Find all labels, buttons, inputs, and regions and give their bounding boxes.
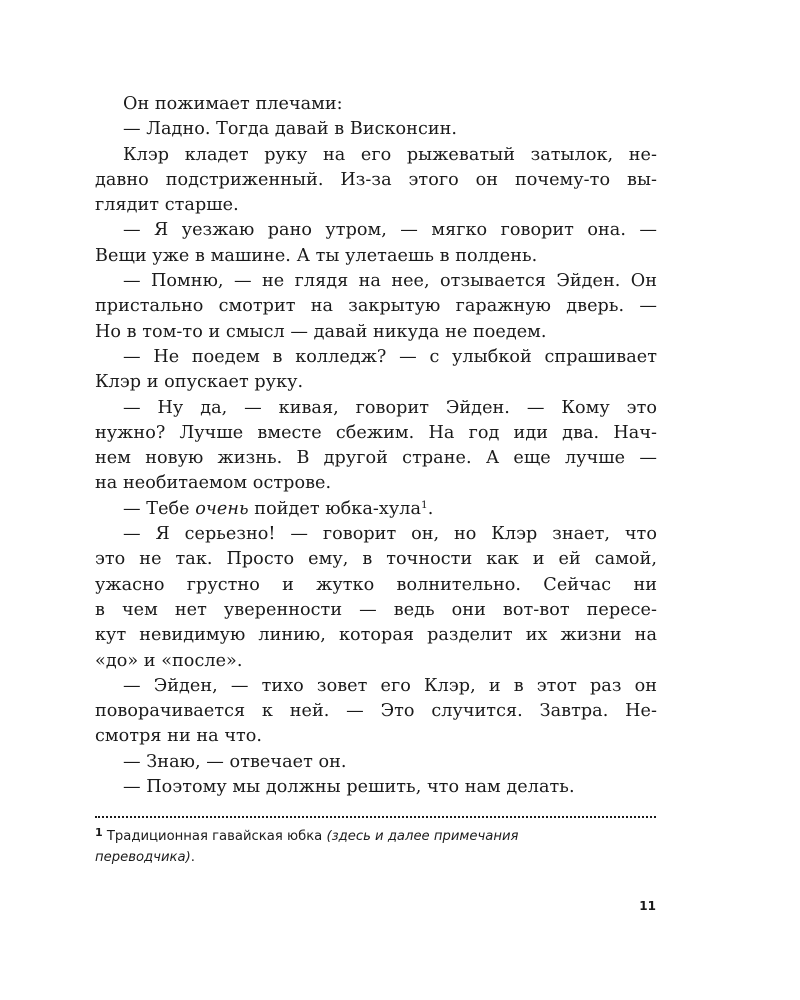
footnote-italic-text: (здесь и далее примечания [326, 829, 519, 844]
text-line: — Не поедем в колледж? — с улыбкой спрашивает [123, 346, 657, 367]
text-line: — Я уезжаю рано утром, — мягко говорит она. — [123, 220, 657, 241]
text-line: Клэр кладет руку на его рыжеватый затылок, не- [123, 144, 657, 165]
body-text [95, 92, 657, 800]
footnote-mark: 1 [95, 826, 103, 839]
text-line: — Ну да, — кивая, говорит Эйден. — Кому это [123, 397, 657, 418]
text-line: кут невидимую линию, которая разделит их жизни на [95, 625, 657, 646]
text-segment: — Тебе [123, 498, 196, 519]
footnote-line-1 [95, 826, 657, 847]
text-line: — Я серьезно! — говорит он, но Клэр знает, что [123, 524, 657, 545]
text-line: в чем нет уверенности — ведь они вот-вот пересе- [95, 599, 657, 620]
text-line: Клэр и опускает руку. [95, 372, 304, 393]
text-line: — Поэтому мы должны решить, что нам делать. [123, 777, 575, 798]
footnote-separator [95, 816, 656, 818]
text-line: — Эйден, — тихо зовет его Клэр, и в этот раз он [123, 675, 657, 696]
text-line: на необитаемом острове. [95, 473, 332, 494]
text-line: смотря ни на что. [95, 726, 263, 747]
text-line: Но в том-то и смысл — давай никуда не поедем. [95, 321, 547, 342]
text-line: Он пожимает плечами: [123, 94, 343, 114]
footnote-reference: 1 [421, 498, 428, 511]
page-number: 11 [639, 899, 656, 913]
emphasis-text: очень [195, 498, 249, 519]
footnote-italic-text-2: переводчика) [95, 850, 191, 865]
text-line: ужасно грустно и жутко волнительно. Сейчас ни [95, 574, 657, 595]
text-line: давно подстриженный. Из-за этого он почему-то вы- [95, 169, 657, 190]
text-segment: . [427, 498, 434, 519]
text-segment: пойдет юбка-хула [248, 498, 421, 519]
text-line: «до» и «после». [95, 650, 243, 671]
text-line: Вещи уже в машине. А ты улетаешь в полдень. [95, 245, 538, 266]
footnote-line-2 [95, 847, 657, 868]
text-line: — Ладно. Тогда давай в Висконсин. [123, 119, 458, 140]
text-line: пристально смотрит на закрытую гаражную дверь. — [95, 296, 657, 317]
footnote [95, 826, 657, 868]
text-line: это не так. Просто ему, в точности как и ей самой, [95, 549, 657, 570]
footnote-text: Традиционная гавайская юбка [102, 829, 327, 844]
text-line: нем новую жизнь. В другой стране. А еще лучше — [95, 448, 657, 469]
text-line: поворачивается к ней. — Это случится. Завтра. Не- [95, 701, 657, 722]
footnote-period: . [190, 850, 195, 865]
text-line: — Помню, — не глядя на нее, отзывается Эйден. Он [123, 271, 657, 292]
text-line: — Знаю, — отвечает он. [123, 751, 347, 772]
text-line [95, 497, 657, 522]
text-line: глядит старше. [95, 195, 239, 216]
text-line: нужно? Лучше вместе сбежим. На год иди два. Нач- [95, 422, 657, 443]
